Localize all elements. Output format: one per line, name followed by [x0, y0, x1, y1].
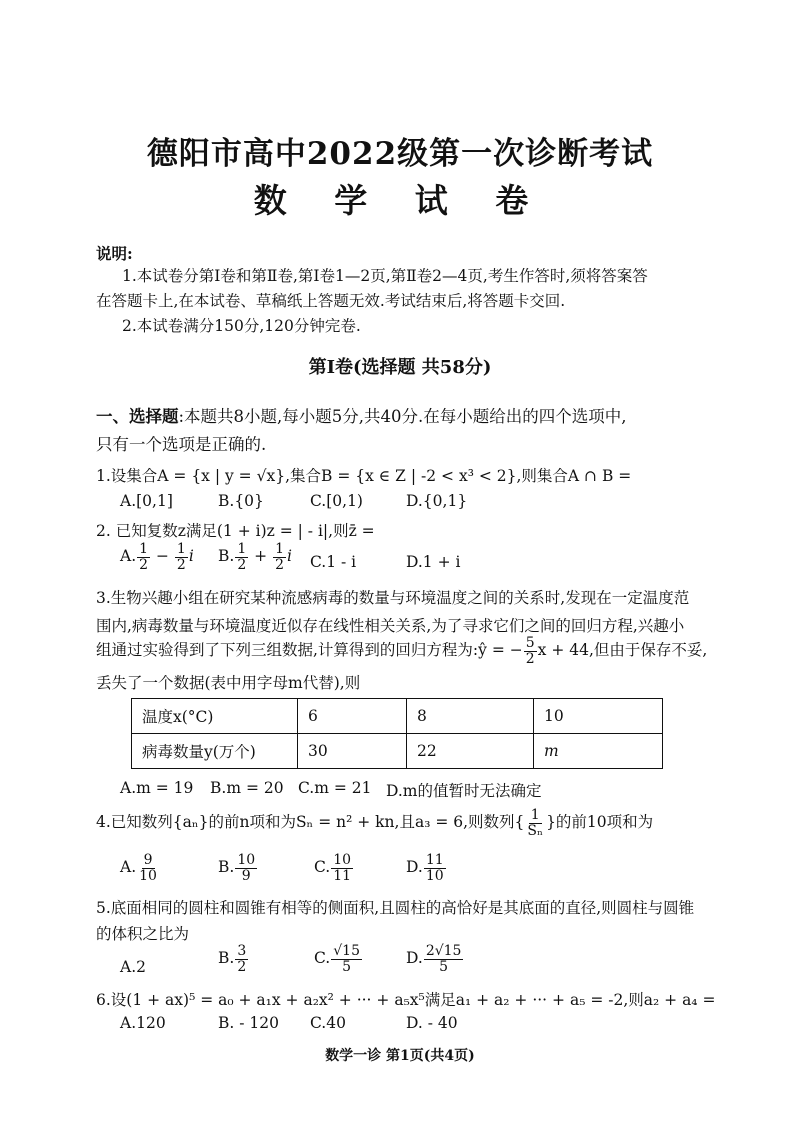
q3-option-c: C.m = 21: [298, 779, 372, 797]
table-cell: 22: [407, 734, 534, 769]
table-row: [132, 734, 663, 769]
q2-option-d: D.1 + i: [406, 553, 461, 571]
q6-option-a: A.120: [120, 1014, 166, 1032]
q4-option-d: D. $\frac{11}{10}$: [406, 852, 444, 884]
table-cell: 温度x(°C): [132, 699, 298, 734]
q6-option-b: B. - 120: [218, 1014, 279, 1032]
question-3-line-1: 3.生物兴趣小组在研究某种流感病毒的数量与环境温度之间的关系时,发现在一定温度范: [96, 589, 690, 607]
q5-option-b: B. $\frac{3}{2}$: [218, 943, 247, 975]
q1-option-d: D.{0,1}: [406, 492, 468, 510]
table-cell: m: [534, 734, 663, 769]
q1-option-a: A.[0,1]: [120, 492, 173, 510]
notes-line-1: 1.本试卷分第Ⅰ卷和第Ⅱ卷,第Ⅰ卷1—2页,第Ⅱ卷2—4页,考生作答时,须将答案答: [122, 267, 648, 285]
notes-line-3: 2.本试卷满分150分,120分钟完卷.: [122, 317, 361, 335]
q5-option-c: C. $\frac{√15}{5}$: [314, 943, 360, 975]
q6-option-d: D. - 40: [406, 1014, 458, 1032]
q5-option-d: D. $\frac{2√15}{5}$: [406, 943, 462, 975]
exam-title: 德阳市高中2022级第一次诊断考试: [146, 136, 654, 172]
question-4-stem: 4.已知数列{aₙ}的前n项和为Sₙ = n² + kn,且a₃ = 6,则数列{ $\frac{1}{\text{Sₙ}}$ }的前10项和为: [96, 807, 654, 839]
table-cell: 10: [534, 699, 663, 734]
q3-option-a: A.m = 19: [120, 779, 194, 797]
table-cell: 6: [298, 699, 407, 734]
q5-option-a: A.2: [120, 958, 146, 976]
section-one-heading: [96, 403, 627, 427]
notes-line-2: 在答题卡上,在本试卷、草稿纸上答题无效.考试结束后,将答题卡交回.: [96, 292, 566, 310]
table-cell: 8: [407, 699, 534, 734]
table-cell: 30: [298, 734, 407, 769]
section-one-instructions: :本题共8小题,每小题5分,共40分.在每小题给出的四个选项中,: [178, 407, 627, 426]
q3-data-table: [131, 698, 663, 769]
question-3-line-4: 丢失了一个数据(表中用字母m代替),则: [96, 674, 361, 692]
section-one-label: 一、选择题: [96, 407, 179, 426]
q3-option-d: D.m的值暂时无法确定: [386, 782, 542, 800]
q2-option-b: B. $\frac{1}{2}$ + $\frac{1}{2}$ i: [218, 541, 292, 573]
q4-option-a: A. $\frac{9}{10}$: [120, 852, 157, 884]
q2-option-c: C.1 - i: [310, 553, 357, 571]
exam-subject-title: 数 学 试 卷: [253, 181, 547, 220]
q6-option-c: C.40: [310, 1014, 346, 1032]
question-5-line-1: 5.底面相同的圆柱和圆锥有相等的侧面积,且圆柱的高恰好是其底面的直径,则圆柱与圆锥: [96, 899, 695, 917]
question-1-stem: 1.设集合A = {x | y = √x},集合B = {x ∈ Z | -2 < x³ < 2},则集合A ∩ B =: [96, 467, 632, 485]
q1-option-b: B.{0}: [218, 492, 264, 510]
part-one-title: 第Ⅰ卷(选择题 共58分): [308, 357, 492, 378]
question-3-line-2: 围内,病毒数量与环境温度近似存在线性相关关系,为了寻求它们之间的回归方程,兴趣小: [96, 617, 685, 635]
question-6-stem: 6.设(1 + ax)⁵ = a₀ + a₁x + a₂x² + ··· + a₅x⁵满足a₁ + a₂ + ··· + a₅ = -2,则a₂ + a₄ =: [96, 991, 716, 1009]
q4-option-b: B. $\frac{10}{9}$: [218, 852, 256, 884]
section-one-instructions-2: 只有一个选项是正确的.: [96, 435, 267, 454]
table-cell: 病毒数量y(万个): [132, 734, 298, 769]
question-3-line-3: 组通过实验得到了下列三组数据,计算得到的回归方程为:ŷ = − $\frac{5}{2}$ x + 44,但由于保存不妥,: [96, 635, 708, 667]
q3-option-b: B.m = 20: [210, 779, 284, 797]
q1-option-c: C.[0,1): [310, 492, 363, 510]
table-row: [132, 699, 663, 734]
q4-option-c: C. $\frac{10}{11}$: [314, 852, 352, 884]
notes-label: 说明:: [96, 244, 133, 263]
page-footer: 数学一诊 第1页(共4页): [325, 1048, 475, 1064]
question-5-line-2: 的体积之比为: [96, 925, 190, 943]
question-2-stem: 2. 已知复数z满足(1 + i)z = | - i|,则z̄ =: [96, 522, 375, 540]
q2-option-a: A. $\frac{1}{2}$ − $\frac{1}{2}$ i: [120, 541, 194, 573]
